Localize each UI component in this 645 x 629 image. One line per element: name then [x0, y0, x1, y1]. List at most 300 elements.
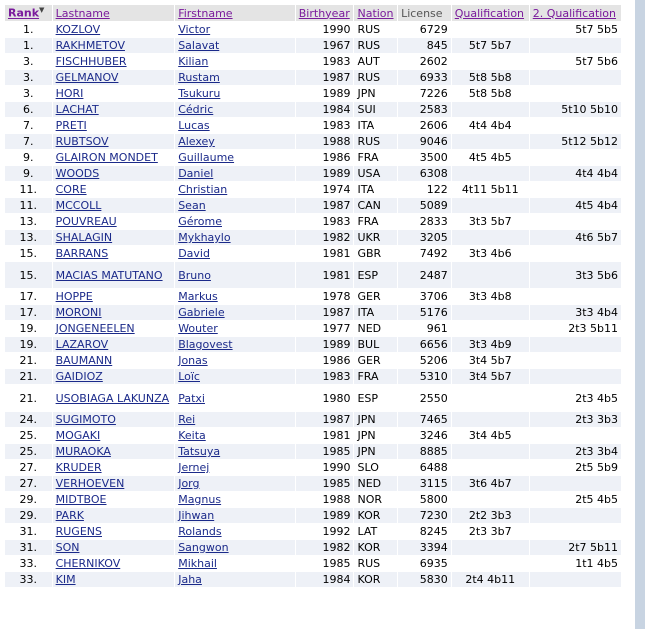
qualification-cell	[452, 230, 529, 245]
lastname-cell	[53, 134, 175, 149]
lastname-cell	[53, 22, 175, 37]
firstname-cell	[175, 134, 295, 149]
firstname-link[interactable]: Jonas	[178, 354, 208, 367]
lastname-link[interactable]: SUGIMOTO	[55, 413, 116, 426]
table-row	[5, 54, 621, 69]
lastname-cell	[53, 86, 175, 101]
firstname-cell	[175, 86, 295, 101]
birthyear-cell: 1989	[296, 166, 354, 181]
rank-cell: 9.	[5, 150, 52, 165]
license-cell: 3115	[398, 476, 451, 491]
firstname-link[interactable]: Magnus	[178, 493, 222, 506]
nation-cell: KOR	[354, 572, 397, 587]
lastname-cell	[53, 198, 175, 213]
lastname-link[interactable]: JONGENEELEN	[55, 322, 135, 335]
lastname-cell	[53, 337, 175, 352]
birthyear-cell: 1983	[296, 54, 354, 69]
table-row	[5, 134, 621, 149]
lastname-link[interactable]: WOODS	[55, 167, 100, 180]
firstname-cell	[175, 166, 295, 181]
qualification-cell	[452, 305, 529, 320]
firstname-link[interactable]: Salavat	[178, 39, 220, 52]
birthyear-cell: 1981	[296, 262, 354, 288]
qualification2-cell	[530, 428, 621, 443]
rank-cell: 17.	[5, 305, 52, 320]
license-cell: 961	[398, 321, 451, 336]
qualification-cell	[452, 540, 529, 555]
birthyear-sort-link[interactable]: Birthyear	[298, 6, 350, 20]
lastname-link[interactable]: MCCOLL	[55, 199, 102, 212]
nation-cell: JPN	[354, 412, 397, 427]
lastname-link[interactable]: BARRANS	[55, 247, 109, 260]
rank-cell: 25.	[5, 428, 52, 443]
firstname-link[interactable]: Kilian	[178, 55, 209, 68]
lastname-cell	[53, 353, 175, 368]
license-cell: 6729	[398, 22, 451, 37]
qualification2-cell	[530, 150, 621, 165]
birthyear-cell: 1982	[296, 540, 354, 555]
lastname-cell	[53, 540, 175, 555]
table-row	[5, 476, 621, 491]
lastname-cell	[53, 182, 175, 197]
rank-cell: 13.	[5, 214, 52, 229]
qualification-cell: 4t5 4b5	[452, 150, 529, 165]
qualification2-cell: 5t7 5b5	[530, 22, 621, 37]
qualification-cell: 4t11 5b11	[452, 182, 529, 197]
firstname-cell	[175, 572, 295, 587]
qualification-cell: 2t3 3b7	[452, 524, 529, 539]
lastname-link[interactable]: MURAOKA	[55, 445, 111, 458]
firstname-cell	[175, 540, 295, 555]
birthyear-cell: 1983	[296, 369, 354, 384]
lastname-cell	[53, 70, 175, 85]
lastname-cell	[53, 150, 175, 165]
lastname-cell	[53, 118, 175, 133]
lastname-link[interactable]: MIDTBOE	[55, 493, 107, 506]
nation-cell: RUS	[354, 22, 397, 37]
lastname-link[interactable]: FISCHHUBER	[55, 55, 127, 68]
qualification2-cell: 2t5 5b9	[530, 460, 621, 475]
qualification2-cell	[530, 508, 621, 523]
lastname-link[interactable]: LACHAT	[55, 103, 99, 116]
table-row	[5, 444, 621, 459]
lastname-cell	[53, 305, 175, 320]
firstname-link[interactable]: Guillaume	[178, 151, 235, 164]
lastname-link[interactable]: GLAIRON MONDET	[55, 151, 158, 164]
rank-cell: 21.	[5, 385, 52, 411]
license-cell: 3500	[398, 150, 451, 165]
lastname-cell	[53, 166, 175, 181]
rank-cell: 31.	[5, 540, 52, 555]
firstname-cell	[175, 198, 295, 213]
rank-cell: 33.	[5, 556, 52, 571]
qualification2-cell	[530, 86, 621, 101]
firstname-link[interactable]: Patxi	[178, 391, 205, 405]
qualification2-cell	[530, 353, 621, 368]
lastname-cell	[53, 428, 175, 443]
birthyear-cell: 1986	[296, 150, 354, 165]
firstname-cell	[175, 262, 295, 288]
rank-cell: 11.	[5, 198, 52, 213]
lastname-link[interactable]: KOZLOV	[55, 23, 101, 36]
birthyear-cell: 1981	[296, 428, 354, 443]
firstname-link[interactable]: Tatsuya	[178, 445, 221, 458]
nation-cell: CAN	[354, 198, 397, 213]
lastname-link[interactable]: SON	[55, 541, 80, 554]
lastname-cell	[53, 246, 175, 261]
firstname-link[interactable]: Wouter	[178, 322, 218, 335]
firstname-cell	[175, 337, 295, 352]
firstname-link[interactable]: Loïc	[178, 370, 200, 383]
birthyear-cell: 1990	[296, 460, 354, 475]
qualification-cell	[452, 54, 529, 69]
firstname-link[interactable]: Rustam	[178, 71, 220, 84]
qualification2-cell: 3t3 5b6	[530, 262, 621, 288]
lastname-link[interactable]: MACIAS MATUTANO	[55, 268, 163, 282]
lastname-link[interactable]: CORE	[55, 183, 87, 196]
window-frame-edge	[635, 0, 645, 629]
license-cell: 2583	[398, 102, 451, 117]
license-cell: 3246	[398, 428, 451, 443]
rank-cell: 25.	[5, 444, 52, 459]
rank-cell: 19.	[5, 321, 52, 336]
qualification-cell	[452, 102, 529, 117]
lastname-cell	[53, 369, 175, 384]
firstname-link[interactable]: Gérome	[178, 215, 222, 228]
firstname-link[interactable]: Sangwon	[178, 541, 229, 554]
qualification-cell: 2t2 3b3	[452, 508, 529, 523]
rank-cell: 31.	[5, 524, 52, 539]
lastname-link[interactable]: PARK	[55, 509, 84, 522]
rank-cell: 6.	[5, 102, 52, 117]
nation-cell: KOR	[354, 540, 397, 555]
table-row	[5, 166, 621, 181]
rank-cell: 7.	[5, 118, 52, 133]
firstname-link[interactable]: Jihwan	[178, 509, 215, 522]
firstname-cell	[175, 556, 295, 571]
firstname-cell	[175, 70, 295, 85]
qualification-cell: 2t4 4b11	[452, 572, 529, 587]
lastname-link[interactable]: POUVREAU	[55, 215, 117, 228]
rank-sort-link[interactable]: Rank	[8, 6, 40, 20]
header-row	[5, 5, 621, 21]
firstname-header[interactable]	[175, 5, 295, 21]
firstname-cell	[175, 476, 295, 491]
nation-cell: UKR	[354, 230, 397, 245]
qualification2-cell	[530, 214, 621, 229]
firstname-link[interactable]: Rolands	[178, 525, 222, 538]
rank-cell: 9.	[5, 166, 52, 181]
lastname-link[interactable]: RAKHMETOV	[55, 39, 125, 52]
birthyear-cell: 1989	[296, 337, 354, 352]
firstname-cell	[175, 444, 295, 459]
lastname-sort-link[interactable]: Lastname	[55, 6, 110, 20]
firstname-link[interactable]: Tsukuru	[178, 87, 221, 100]
firstname-link[interactable]: Jorg	[178, 477, 200, 490]
qualification-cell: 3t3 5b7	[452, 214, 529, 229]
firstname-link[interactable]: Jaha	[178, 573, 202, 586]
lastname-cell	[53, 289, 175, 304]
qualification2-cell: 4t4 4b4	[530, 166, 621, 181]
qualification2-cell	[530, 118, 621, 133]
qualification-cell: 4t4 4b4	[452, 118, 529, 133]
qualification2-cell	[530, 70, 621, 85]
birthyear-cell: 1984	[296, 102, 354, 117]
rank-cell: 3.	[5, 86, 52, 101]
rank-cell: 21.	[5, 353, 52, 368]
qualification-cell	[452, 198, 529, 213]
rank-cell: 1.	[5, 22, 52, 37]
license-cell: 6933	[398, 70, 451, 85]
qualification-cell	[452, 134, 529, 149]
birthyear-cell: 1967	[296, 38, 354, 53]
birthyear-cell: 1980	[296, 385, 354, 411]
birthyear-cell: 1989	[296, 508, 354, 523]
birthyear-header[interactable]	[296, 5, 354, 21]
firstname-link[interactable]: Sean	[178, 199, 206, 212]
firstname-link[interactable]: Gabriele	[178, 306, 225, 319]
table-row	[5, 556, 621, 571]
firstname-link[interactable]: Alexey	[178, 135, 215, 148]
license-cell: 7230	[398, 508, 451, 523]
table-row	[5, 118, 621, 133]
license-cell: 5800	[398, 492, 451, 507]
license-cell: 6308	[398, 166, 451, 181]
lastname-cell	[53, 492, 175, 507]
table-row	[5, 353, 621, 368]
firstname-link[interactable]: Bruno	[178, 268, 211, 282]
qualification-sort-link[interactable]: Qualification	[454, 6, 525, 20]
qualification-cell	[452, 166, 529, 181]
rank-cell: 15.	[5, 262, 52, 288]
lastname-link[interactable]: GAIDIOZ	[55, 370, 103, 383]
table-row	[5, 198, 621, 213]
lastname-link[interactable]: MORONI	[55, 306, 102, 319]
license-header: License	[398, 5, 451, 21]
firstname-link[interactable]: Blagovest	[178, 338, 233, 351]
qualification-cell	[452, 444, 529, 459]
table-row	[5, 38, 621, 53]
birthyear-cell: 1990	[296, 22, 354, 37]
firstname-cell	[175, 369, 295, 384]
firstname-cell	[175, 305, 295, 320]
qualification-cell: 3t6 4b7	[452, 476, 529, 491]
license-cell: 6488	[398, 460, 451, 475]
rank-header[interactable]	[5, 5, 52, 21]
lastname-link[interactable]: PRETI	[55, 119, 87, 132]
firstname-link[interactable]: Christian	[178, 183, 228, 196]
firstname-link[interactable]: Daniel	[178, 167, 214, 180]
qualification-cell: 5t8 5b8	[452, 86, 529, 101]
license-cell: 7226	[398, 86, 451, 101]
lastname-link[interactable]: RUGENS	[55, 525, 102, 538]
birthyear-cell: 1981	[296, 246, 354, 261]
lastname-cell	[53, 508, 175, 523]
results-table	[4, 4, 622, 588]
qualification2-cell: 2t7 5b11	[530, 540, 621, 555]
nation-header[interactable]	[354, 5, 397, 21]
table-row	[5, 305, 621, 320]
license-cell: 2602	[398, 54, 451, 69]
nation-cell: ESP	[354, 262, 397, 288]
nation-sort-link[interactable]: Nation	[357, 6, 394, 20]
nation-cell: NED	[354, 321, 397, 336]
firstname-cell	[175, 22, 295, 37]
lastname-link[interactable]: LAZAROV	[55, 338, 109, 351]
lastname-link[interactable]: VERHOEVEN	[55, 477, 125, 490]
birthyear-cell: 1985	[296, 556, 354, 571]
table-row	[5, 460, 621, 475]
rank-cell: 7.	[5, 134, 52, 149]
qualification-cell: 3t4 5b7	[452, 353, 529, 368]
table-row	[5, 524, 621, 539]
firstname-link[interactable]: Lucas	[178, 119, 210, 132]
birthyear-cell: 1987	[296, 198, 354, 213]
license-cell: 6656	[398, 337, 451, 352]
table-row	[5, 385, 621, 411]
nation-cell: JPN	[354, 428, 397, 443]
qualification2-cell	[530, 572, 621, 587]
qualification-cell: 3t3 4b9	[452, 337, 529, 352]
qualification-cell	[452, 492, 529, 507]
firstname-cell	[175, 118, 295, 133]
license-cell: 845	[398, 38, 451, 53]
firstname-cell	[175, 508, 295, 523]
lastname-cell	[53, 412, 175, 427]
lastname-link[interactable]: KRUDER	[55, 461, 102, 474]
qualification2-sort-link[interactable]: 2. Qualification	[532, 6, 617, 20]
nation-cell: ITA	[354, 182, 397, 197]
firstname-link[interactable]: Cédric	[178, 103, 214, 116]
qualification2-cell	[530, 524, 621, 539]
sort-down-icon: ▼	[39, 6, 45, 15]
firstname-link[interactable]: Mikhail	[178, 557, 217, 570]
table-row	[5, 572, 621, 587]
nation-cell: LAT	[354, 524, 397, 539]
lastname-cell	[53, 460, 175, 475]
license-cell: 2487	[398, 262, 451, 288]
birthyear-cell: 1977	[296, 321, 354, 336]
lastname-link[interactable]: HOPPE	[55, 290, 93, 303]
table-row	[5, 337, 621, 352]
nation-cell: ITA	[354, 305, 397, 320]
qualification2-cell	[530, 246, 621, 261]
nation-cell: RUS	[354, 134, 397, 149]
birthyear-cell: 1987	[296, 305, 354, 320]
lastname-link[interactable]: MOGAKI	[55, 429, 101, 442]
lastname-link[interactable]: USOBIAGA LAKUNZA	[55, 391, 170, 405]
lastname-cell	[53, 262, 175, 288]
license-cell: 7492	[398, 246, 451, 261]
firstname-cell	[175, 289, 295, 304]
nation-cell: RUS	[354, 70, 397, 85]
license-cell: 5310	[398, 369, 451, 384]
firstname-link[interactable]: Markus	[178, 290, 218, 303]
table-row	[5, 369, 621, 384]
lastname-cell	[53, 38, 175, 53]
firstname-sort-link[interactable]: Firstname	[178, 6, 233, 20]
lastname-cell	[53, 524, 175, 539]
license-cell: 9046	[398, 134, 451, 149]
qualification2-cell: 2t3 5b11	[530, 321, 621, 336]
lastname-link[interactable]: RUBTSOV	[55, 135, 109, 148]
birthyear-cell: 1983	[296, 214, 354, 229]
license-cell: 2550	[398, 385, 451, 411]
firstname-cell	[175, 182, 295, 197]
qualification-cell: 5t7 5b7	[452, 38, 529, 53]
nation-cell: RUS	[354, 38, 397, 53]
rank-cell: 1.	[5, 38, 52, 53]
qualification2-cell: 1t1 4b5	[530, 556, 621, 571]
license-cell: 5206	[398, 353, 451, 368]
table-row	[5, 182, 621, 197]
lastname-link[interactable]: BAUMANN	[55, 354, 113, 367]
firstname-cell	[175, 230, 295, 245]
table-row	[5, 230, 621, 245]
qualification-cell: 3t4 4b5	[452, 428, 529, 443]
qualification-header[interactable]	[452, 5, 529, 21]
birthyear-cell: 1992	[296, 524, 354, 539]
license-cell: 5830	[398, 572, 451, 587]
qualification2-cell: 2t3 3b3	[530, 412, 621, 427]
firstname-cell	[175, 214, 295, 229]
qualification-cell: 3t4 5b7	[452, 369, 529, 384]
lastname-link[interactable]: CHERNIKOV	[55, 557, 121, 570]
license-cell: 8245	[398, 524, 451, 539]
license-cell: 7465	[398, 412, 451, 427]
qualification2-cell: 5t7 5b6	[530, 54, 621, 69]
license-cell: 3205	[398, 230, 451, 245]
lastname-link[interactable]: HORI	[55, 87, 84, 100]
rank-cell: 33.	[5, 572, 52, 587]
lastname-link[interactable]: GELMANOV	[55, 71, 119, 84]
rank-cell: 15.	[5, 246, 52, 261]
birthyear-cell: 1974	[296, 182, 354, 197]
rank-cell: 3.	[5, 70, 52, 85]
rank-cell: 11.	[5, 182, 52, 197]
table-row	[5, 246, 621, 261]
firstname-link[interactable]: Mykhaylo	[178, 231, 231, 244]
nation-cell: GER	[354, 289, 397, 304]
nation-cell: GER	[354, 353, 397, 368]
qualification2-cell: 4t5 4b4	[530, 198, 621, 213]
rank-cell: 13.	[5, 230, 52, 245]
firstname-cell	[175, 38, 295, 53]
lastname-link[interactable]: SHALAGIN	[55, 231, 113, 244]
rank-cell: 21.	[5, 369, 52, 384]
lastname-link[interactable]: KIM	[55, 573, 76, 586]
rank-cell: 24.	[5, 412, 52, 427]
firstname-link[interactable]: Rei	[178, 413, 196, 426]
qualification2-header[interactable]	[530, 5, 621, 21]
birthyear-cell: 1989	[296, 86, 354, 101]
birthyear-cell: 1987	[296, 412, 354, 427]
nation-cell: JPN	[354, 86, 397, 101]
firstname-cell	[175, 246, 295, 261]
qualification2-cell: 2t5 4b5	[530, 492, 621, 507]
nation-cell: AUT	[354, 54, 397, 69]
table-row	[5, 289, 621, 304]
license-cell: 3706	[398, 289, 451, 304]
lastname-header[interactable]	[53, 5, 175, 21]
rank-cell: 17.	[5, 289, 52, 304]
firstname-link[interactable]: Keita	[178, 429, 206, 442]
qualification2-cell: 4t6 5b7	[530, 230, 621, 245]
firstname-link[interactable]: Victor	[178, 23, 211, 36]
firstname-link[interactable]: David	[178, 247, 210, 260]
firstname-link[interactable]: Jernej	[178, 461, 210, 474]
firstname-cell	[175, 492, 295, 507]
